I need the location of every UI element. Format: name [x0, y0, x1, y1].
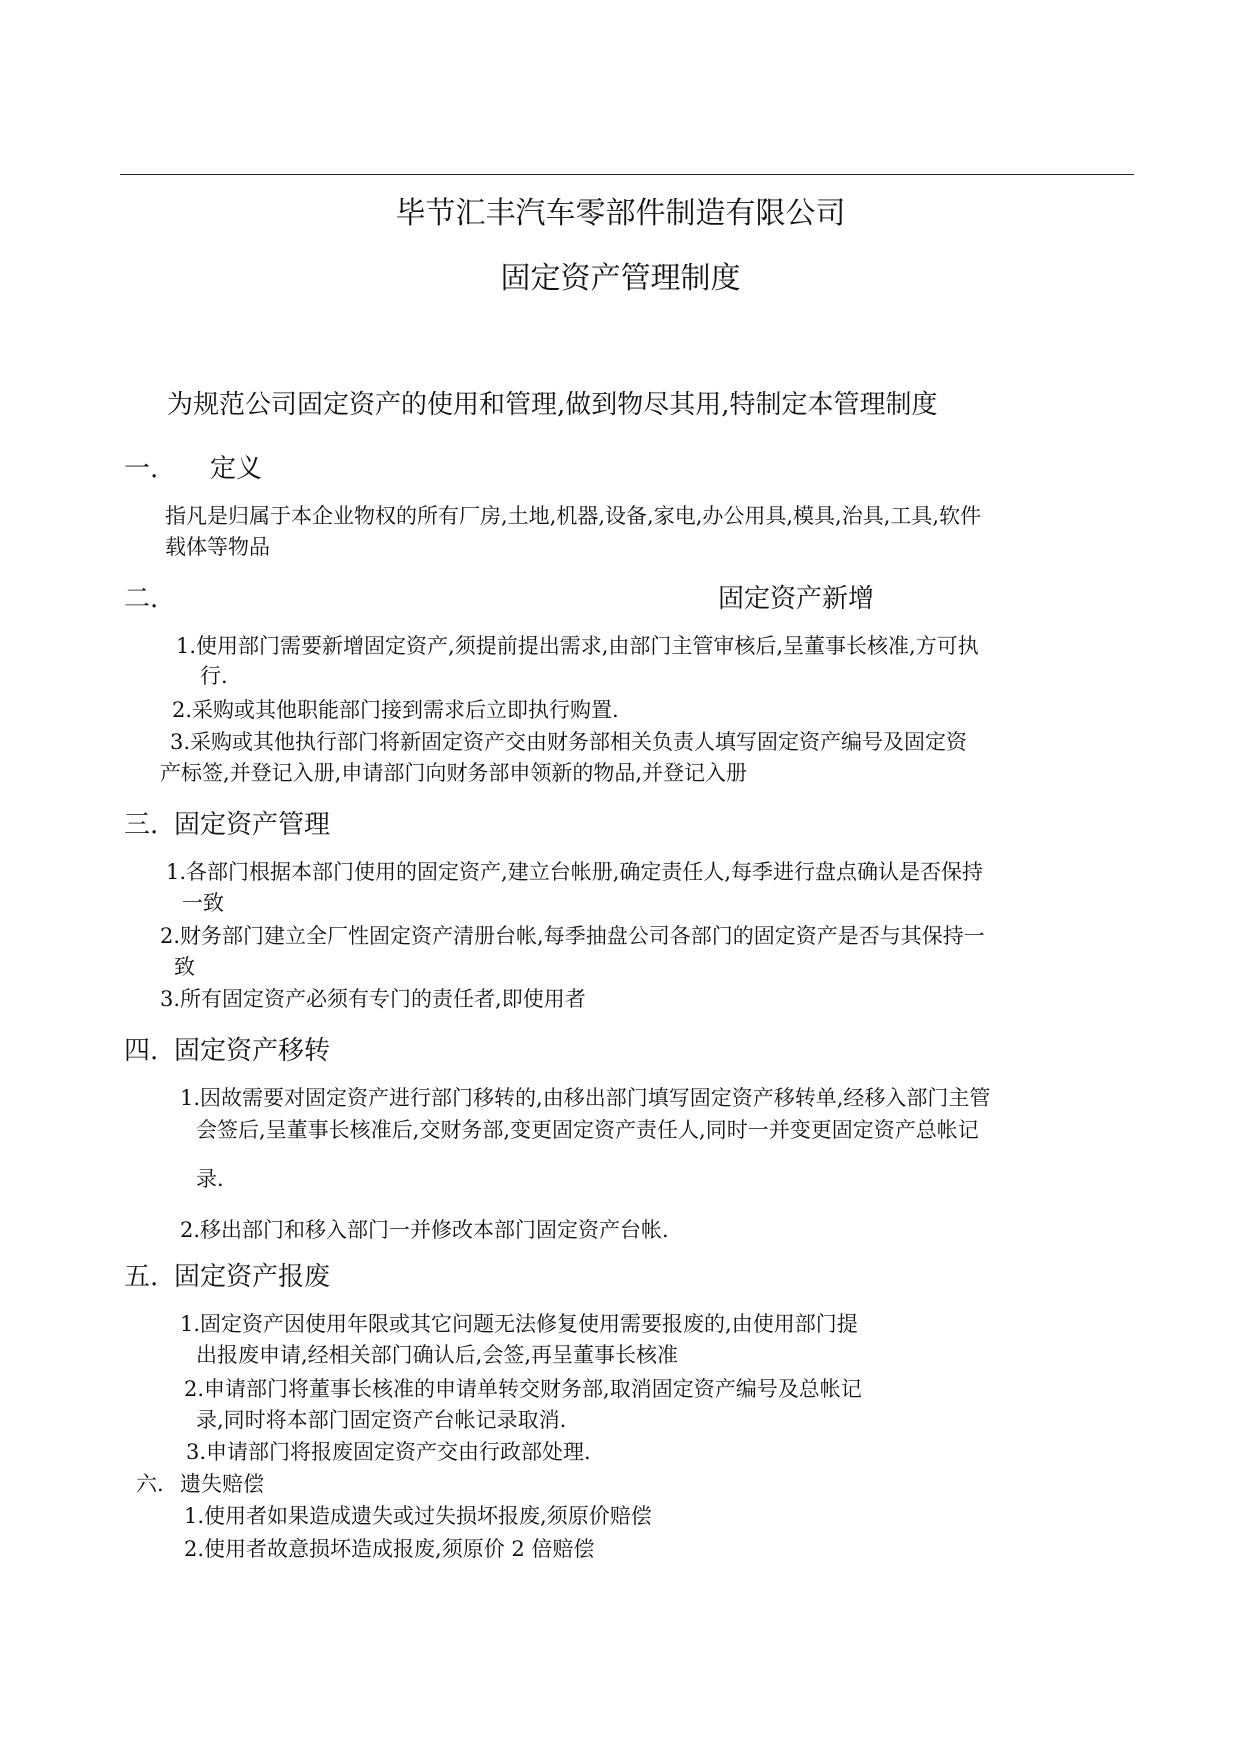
section-3-title: 固定资产管理: [174, 810, 331, 840]
section-4-line: 2.移出部门和移入部门一并修改本部门固定资产台帐.: [180, 1218, 669, 1242]
section-3-line: 1.各部门根据本部门使用的固定资产,建立台帐册,确定责任人,每季进行盘点确认是否保持: [166, 860, 984, 884]
section-3-line: 一致: [182, 891, 224, 915]
section-1-title: 定义: [210, 454, 263, 484]
section-5-number: 五.: [124, 1262, 159, 1292]
section-4-line: 1.因故需要对固定资产进行部门移转的,由移出部门填写固定资产移转单,经移入部门主管: [180, 1086, 991, 1110]
section-1-line: 载体等物品: [165, 535, 270, 559]
section-1-number: 一.: [124, 454, 159, 484]
section-3-line: 致: [174, 955, 195, 979]
section-5-line: 3.申请部门将报废固定资产交由行政部处理.: [186, 1440, 591, 1464]
section-4-number: 四.: [124, 1036, 159, 1066]
section-3-line: 3.所有固定资产必须有专门的责任者,即使用者: [160, 987, 586, 1011]
document-title: 固定资产管理制度: [500, 261, 741, 296]
section-4-line: 会签后,呈董事长核准后,交财务部,变更固定资产责任人,同时一并变更固定资产总帐记: [196, 1118, 979, 1142]
company-name: 毕节汇丰汽车零部件制造有限公司: [395, 196, 846, 231]
section-2-title: 固定资产新增: [718, 584, 875, 614]
section-5-line: 1.固定资产因使用年限或其它问题无法修复使用需要报废的,由使用部门提: [180, 1312, 858, 1336]
section-1-line: 指凡是归属于本企业物权的所有厂房,土地,机器,设备,家电,办公用具,模具,治具,工具,软件: [165, 504, 982, 528]
section-4-title: 固定资产移转: [174, 1036, 331, 1066]
section-5-line: 2.申请部门将董事长核准的申请单转交财务部,取消固定资产编号及总帐记: [184, 1377, 862, 1401]
section-6-number: 六.: [136, 1472, 164, 1496]
section-3-line: 2.财务部门建立全厂性固定资产清册台帐,每季抽盘公司各部门的固定资产是否与其保持一: [160, 924, 985, 948]
section-4-line: 录.: [196, 1167, 224, 1191]
section-6-line: 1.使用者如果造成遗失或过失损坏报废,须原价赔偿: [184, 1504, 652, 1528]
section-5-line: 出报废申请,经相关部门确认后,会签,再呈董事长核准: [196, 1343, 679, 1367]
section-6-line: 2.使用者故意损坏造成报废,须原价 2 倍赔偿: [184, 1537, 595, 1561]
section-5-line: 录,同时将本部门固定资产台帐记录取消.: [196, 1408, 567, 1432]
section-2-line: 产标签,并登记入册,申请部门向财务部申领新的物品,并登记入册: [160, 761, 748, 785]
section-6-title: 遗失赔偿: [180, 1472, 264, 1496]
section-2-line: 1.使用部门需要新增固定资产,须提前提出需求,由部门主管审核后,呈董事长核准,方可执: [176, 634, 979, 658]
section-3-number: 三.: [124, 810, 159, 840]
section-2-line: 3.采购或其他执行部门将新固定资产交由财务部相关负责人填写固定资产编号及固定资: [170, 730, 968, 754]
intro-paragraph: 为规范公司固定资产的使用和管理,做到物尽其用,特制定本管理制度: [167, 390, 938, 420]
section-5-title: 固定资产报废: [174, 1262, 331, 1292]
section-2-line: 行.: [200, 664, 228, 688]
section-2-number: 二.: [124, 584, 159, 614]
header-rule: [120, 174, 1134, 175]
section-2-line: 2.采购或其他职能部门接到需求后立即执行购置.: [172, 698, 619, 722]
